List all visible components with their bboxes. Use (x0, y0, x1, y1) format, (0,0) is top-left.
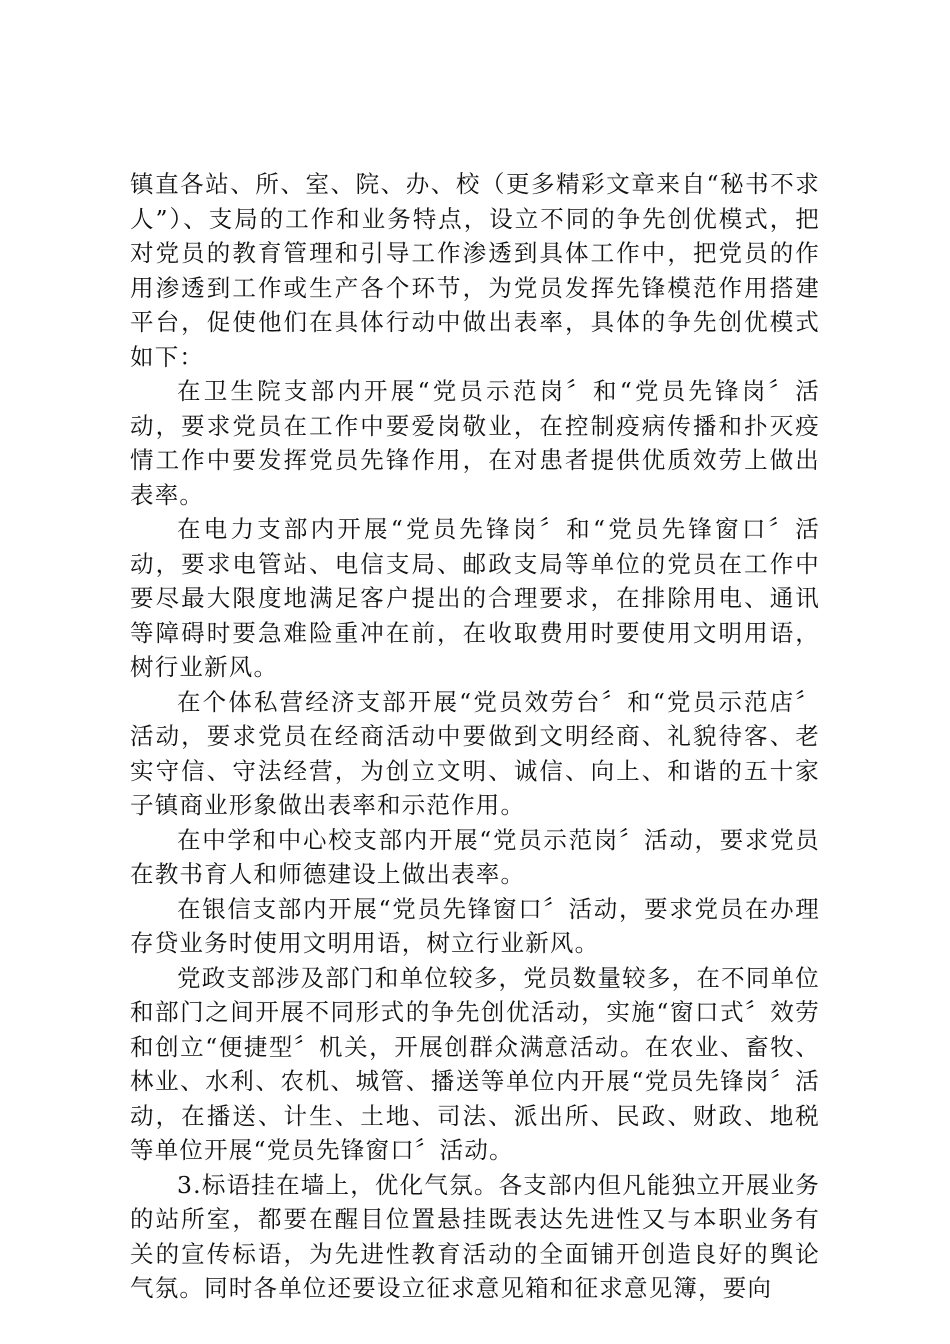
paragraph-school-branch: 在中学和中心校支部内开展“党员示范岗〞活动，要求党员在教书育人和师德建设上做出表率。 (130, 825, 820, 888)
paragraph-health-branch: 在卫生院支部内开展“党员示范岗〞和“党员先锋岗〞活动，要求党员在工作中要爱岗敬业，在控制疫病传播和扑灭疫情工作中要发挥党员先锋作用，在对患者提供优质效劳上做出表率。 (130, 377, 820, 509)
paragraph-power-branch: 在电力支部内开展“党员先锋岗〞和“党员先锋窗口〞活动，要求电管站、电信支局、邮政支局等单位的党员在工作中要尽最大限度地满足客户提出的合理要求，在排除用电、通讯等障碍时要急难险重冲在前，在收取费用时要使用文明用语，树行业新风。 (130, 515, 820, 681)
paragraph-slogans: 3.标语挂在墙上，优化气氛。各支部内但凡能独立开展业务的站所室，都要在醒目位置悬挂既表达先进性又与本职业务有关的宣传标语，为先进性教育活动的全面铺开创造良好的舆论气氛。同时各单位还要设立征求意见箱和征求意见簿，要向 (130, 1170, 820, 1302)
paragraph-bank-branch: 在银信支部内开展“党员先锋窗口〞活动，要求党员在办理存贷业务时使用文明用语，树立行业新风。 (130, 894, 820, 957)
paragraph-intro: 镇直各站、所、室、院、办、校（更多精彩文章来自“秘书不求人”）、支局的工作和业务特点，设立不同的争先创优模式，把对党员的教育管理和引导工作渗透到具体工作中，把党员的作用渗透到工作或生产各个环节，为党员发挥先锋模范作用搭建平台，促使他们在具体行动中做出表率，具体的争先创优模式如下： (130, 170, 820, 371)
paragraph-party-government-branch: 党政支部涉及部门和单位较多，党员数量较多，在不同单位和部门之间开展不同形式的争先创优活动，实施“窗口式〞效劳和创立“便捷型〞机关，开展创群众满意活动。在农业、畜牧、林业、水利、农机、城管、播送等单位内开展“党员先锋岗〞活动，在播送、计生、土地、司法、派出所、民政、财政、地税等单位开展“党员先锋窗口〞活动。 (130, 963, 820, 1164)
paragraph-private-economy-branch: 在个体私营经济支部开展“党员效劳台〞和“党员示范店〞活动，要求党员在经商活动中要做到文明经商、礼貌待客、老实守信、守法经营，为创立文明、诚信、向上、和谐的五十家子镇商业形象做出表率和示范作用。 (130, 687, 820, 819)
document-body (130, 167, 820, 1306)
